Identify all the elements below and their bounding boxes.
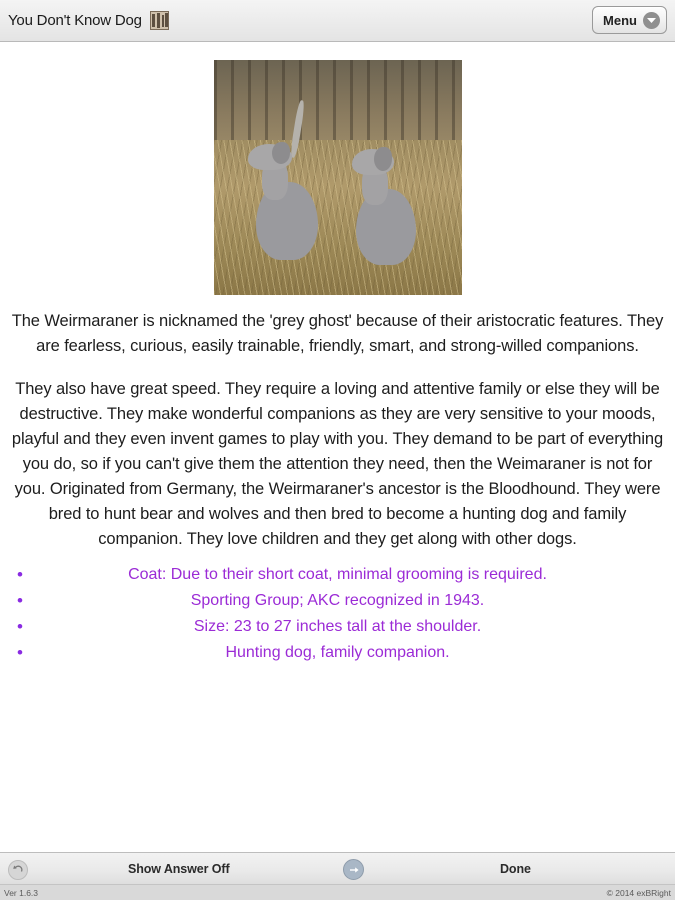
chevron-down-icon xyxy=(643,12,660,29)
fact-text: Size: 23 to 27 inches tall at the shoulder. xyxy=(193,618,482,635)
list-item xyxy=(10,588,665,614)
fact-text: Sporting Group; AKC recognized in 1943. xyxy=(190,592,485,609)
weimaraner-pair-photo xyxy=(214,60,462,295)
page-title: You Don't Know Dog xyxy=(8,12,142,29)
menu-button-label: Menu xyxy=(603,12,637,28)
dog-left-figure xyxy=(240,132,332,262)
status-bar xyxy=(0,884,675,900)
show-answer-toggle[interactable]: Show Answer Off xyxy=(128,862,230,876)
books-icon xyxy=(150,11,169,30)
version-label: Ver 1.6.3 xyxy=(4,887,39,898)
undo-circle-icon[interactable] xyxy=(8,860,28,880)
list-item xyxy=(10,640,665,666)
description-paragraph-1: The Weirmaraner is nicknamed the 'grey ghost' because of their aristocratic features. They are fearless, curious, easily trainable, friendly, smart, and strong-willed companions. xyxy=(11,312,664,355)
breed-facts-list xyxy=(0,562,675,666)
list-item xyxy=(10,562,665,588)
fact-text: Hunting dog, family companion. xyxy=(225,644,450,661)
list-item xyxy=(10,614,665,640)
next-arrow-circle-icon[interactable] xyxy=(343,859,364,880)
copyright-label: © 2014 exBRight xyxy=(606,887,671,898)
content-area xyxy=(0,42,675,852)
bottom-toolbar xyxy=(0,852,675,884)
description-block xyxy=(0,295,675,552)
done-button[interactable]: Done xyxy=(500,862,531,876)
dog-right-figure xyxy=(342,135,434,267)
menu-button[interactable] xyxy=(592,6,667,34)
top-bar xyxy=(0,0,675,42)
fact-text: Coat: Due to their short coat, minimal grooming is required. xyxy=(128,566,547,583)
photo-container xyxy=(0,42,675,295)
description-paragraph-2: They also have great speed. They require a loving and attentive family or else they will be destructive. They make wonderful companions as they are very sensitive to your moods, playful and they even invent games to play with you. They demand to be part of everything you do, so if you can't give them the attention they need, then the Weimaraner is not for you. Originated from Germany, the Weirmaraner's ancestor is the Bloodhound. They were bred to hunt bear and wolves and then bred to become a hunting dog and family companion. They love children and they get along with other dogs. xyxy=(11,380,664,548)
